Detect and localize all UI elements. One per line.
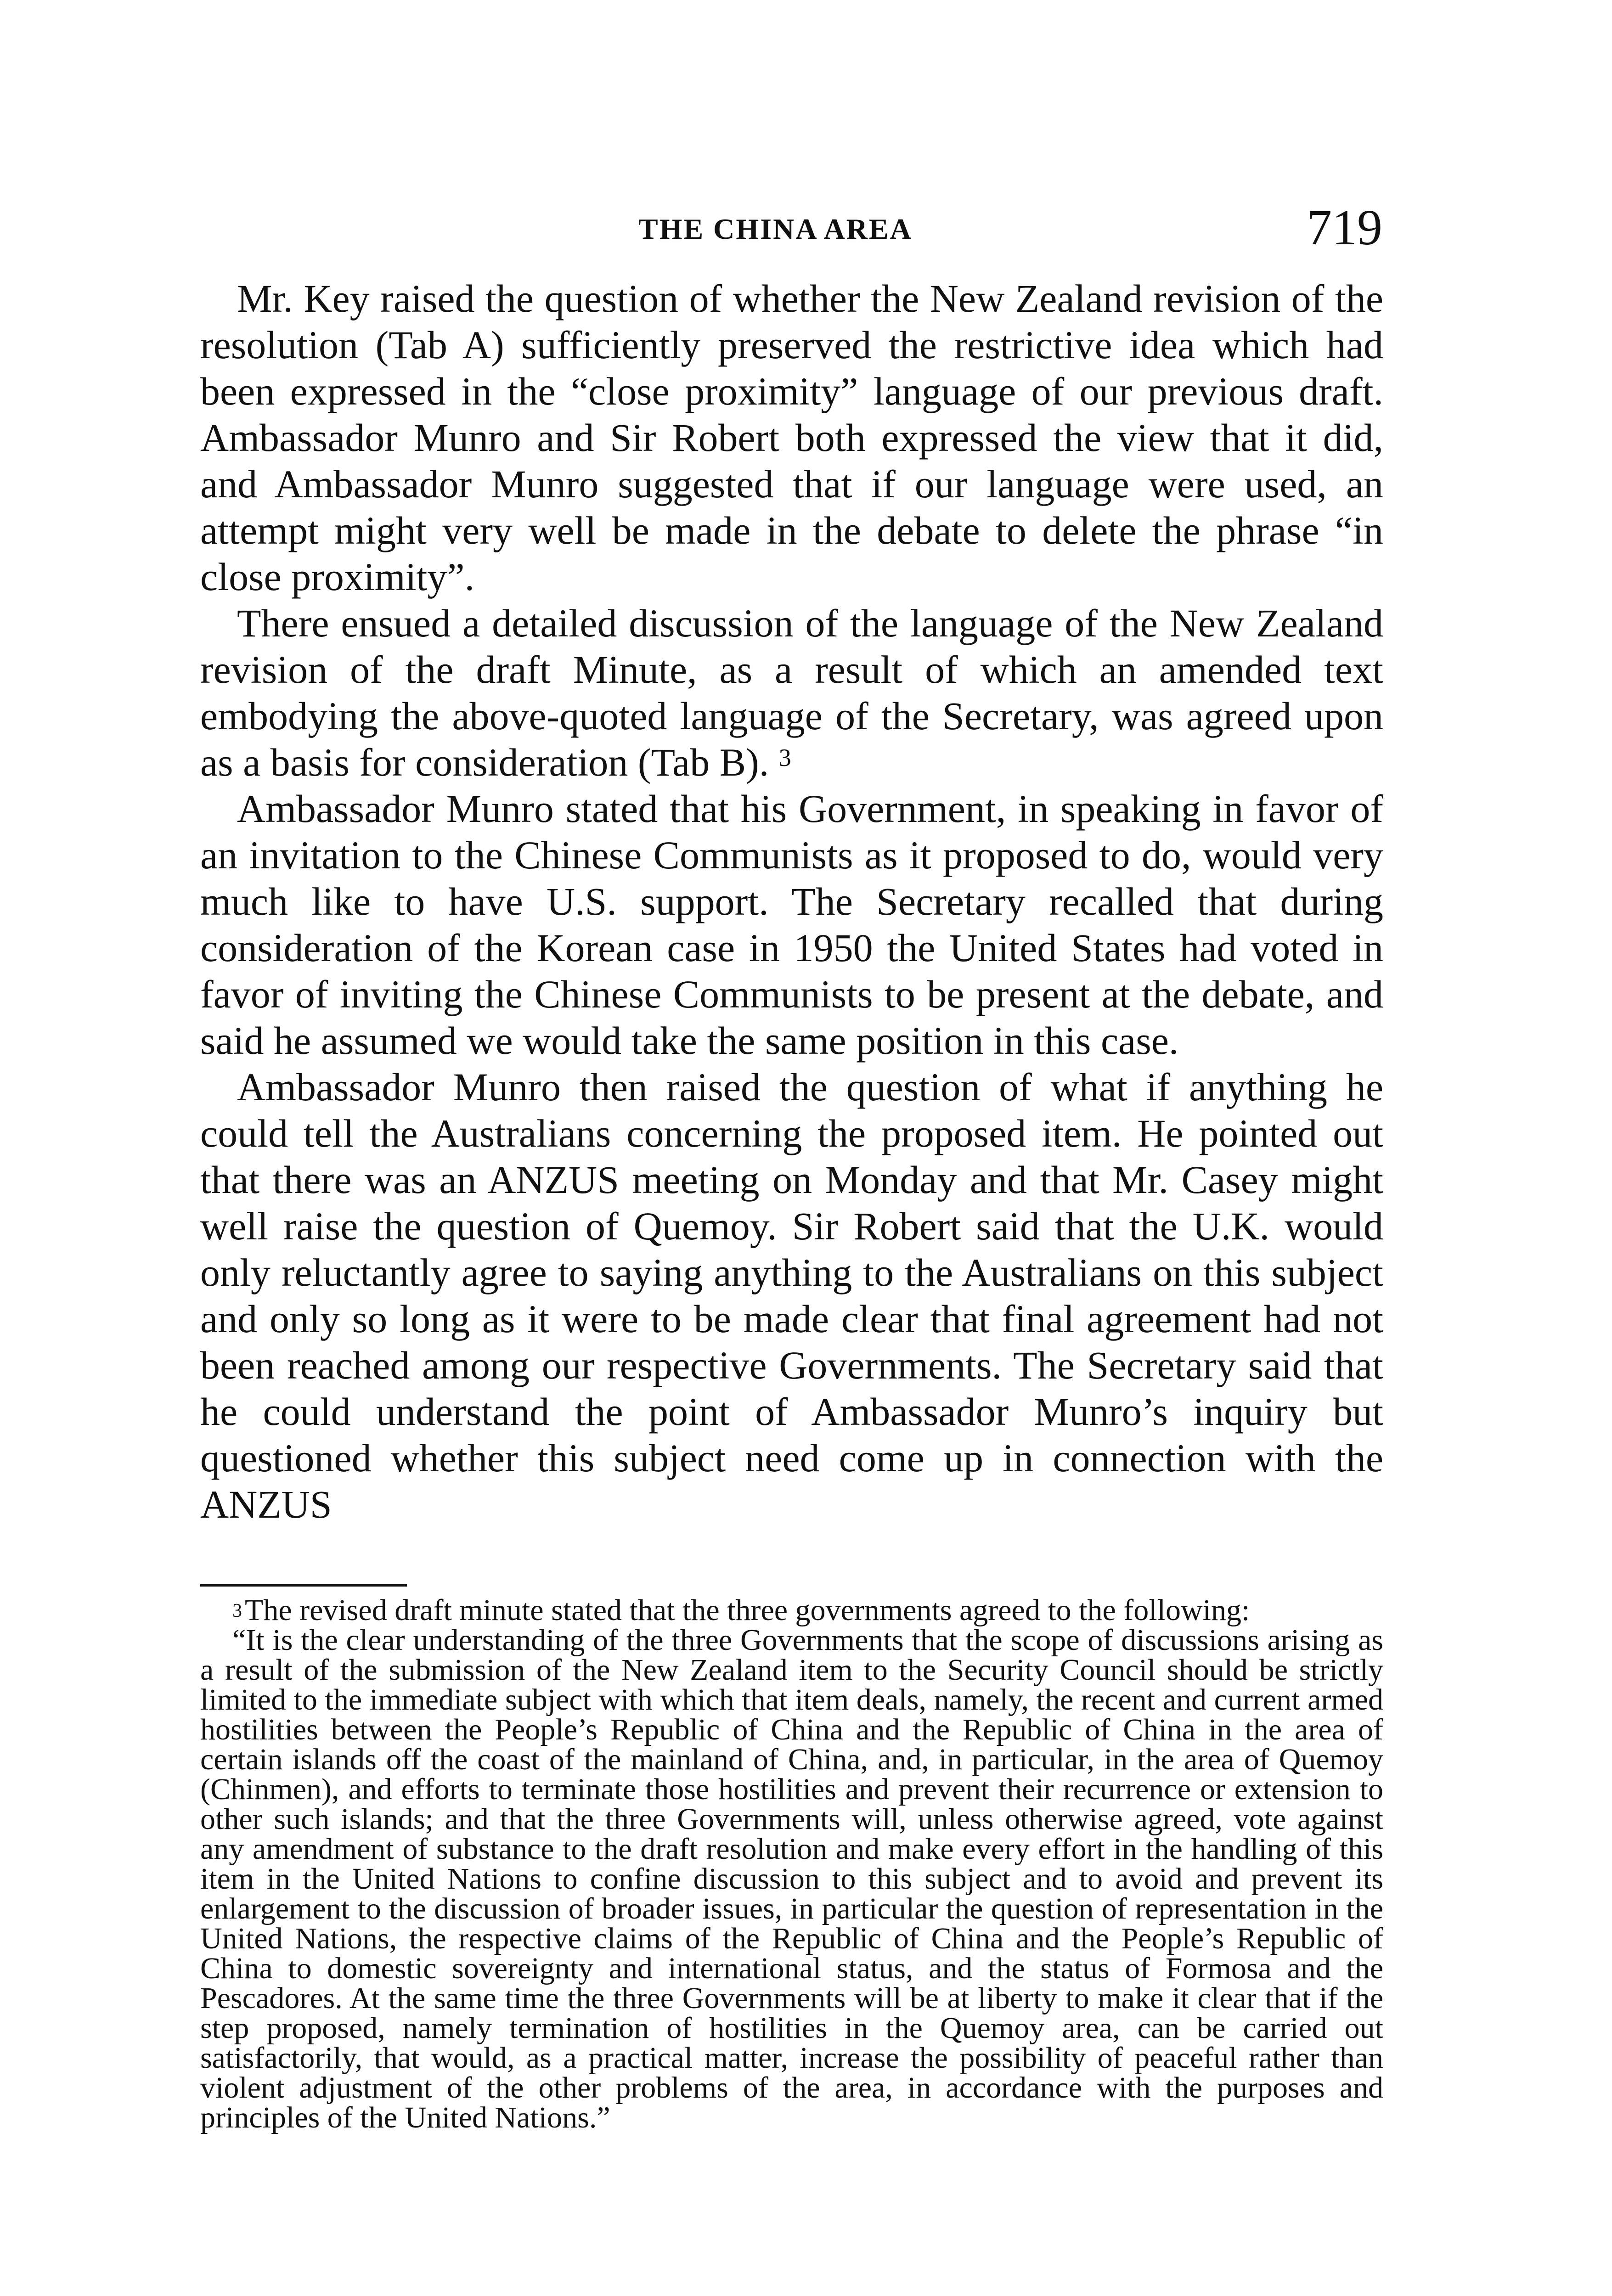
footnote [200, 1595, 1383, 2133]
paragraph-3: Ambassador Munro stated that his Government, in speaking in favor of an invitation to the Chinese Communists as it proposed to do, would very much like to have U.S. support. The Secretary recalled that during consideration of the Korean case in 1950 the United States had voted in favor of inviting the Chinese Communists to be present at the debate, and said he assumed we would take the same position in this case. [200, 787, 1383, 1063]
footnote-intro [200, 1595, 1383, 1625]
footnote-rule [200, 1584, 407, 1587]
footnote-marker: 3 [232, 1600, 242, 1621]
paragraph-2 [200, 600, 1383, 786]
body-text [200, 276, 1383, 1528]
footnote-quote: “It is the clear understanding of the three Governments that the scope of discussions arising as a result of the submission of the New Zealand item to the Security Council should be strictly limited to the immediate subject with which that item deals, namely, the recent and current armed hostilities between the People’s Republic of China and the Republic of China in the area of certain islands off the coast of the mainland of China, and, in particular, in the area of Quemoy (Chinmen), and efforts to terminate those hostilities and prevent their recurrence or extension to other such islands; and that the three Governments will, unless otherwise agreed, vote against any amendment of substance to the draft resolution and make every effort in the handling of this item in the United Nations to confine discussion to this subject and to avoid and prevent its enlargement to the discussion of broader issues, in particular the question of representation in the United Nations, the respective claims of the Republic of China and the People’s Republic of China to domestic sovereignty and international status, and the status of Formosa and the Pescadores. At the same time the three Governments will be at liberty to make it clear that if the step proposed, namely termination of hostilities in the Quemoy area, can be carried out satisfactorily, that would, as a practical matter, increase the possibility of peaceful rather than violent adjustment of the other problems of the area, in accordance with the purposes and principles of the United Nations.” [200, 1623, 1383, 2134]
paragraph-1: Mr. Key raised the question of whether the New Zealand revision of the resolution (Tab A) sufficiently preserved the restrictive idea which had been expressed in the “close proximity” language of our previous draft. Ambassador Munro and Sir Robert both expressed the view that it did, and Ambassador Munro suggested that if our language were used, an attempt might very well be made in the debate to delete the phrase “in close proximity”. [200, 276, 1383, 599]
page-number: 719 [1307, 199, 1382, 255]
running-head: THE CHINA AREA [638, 213, 913, 245]
paragraph-4: Ambassador Munro then raised the question of what if anything he could tell the Australians concerning the proposed item. He pointed out that there was an ANZUS meeting on Monday and that Mr. Casey might well raise the question of Quemoy. Sir Robert said that the U.K. would only reluctantly agree to saying anything to the Australians on this subject and only so long as it were to be made clear that final agreement had not been reached among our respective Governments. The Secretary said that he could understand the point of Ambassador Munro’s inquiry but questioned whether this subject need come up in connection with the ANZUS [200, 1065, 1383, 1526]
footnote-reference: 3 [778, 744, 791, 771]
footnote-intro-text: The revised draft minute stated that the three governments agreed to the following: [245, 1593, 1250, 1627]
paragraph-2-text: There ensued a detailed discussion of the language of the New Zealand revision of the draft Minute, as a result of which an amended text embodying the above-quoted language of the Secretary, was agreed upon as a basis for consideration (Tab B). [200, 601, 1383, 784]
